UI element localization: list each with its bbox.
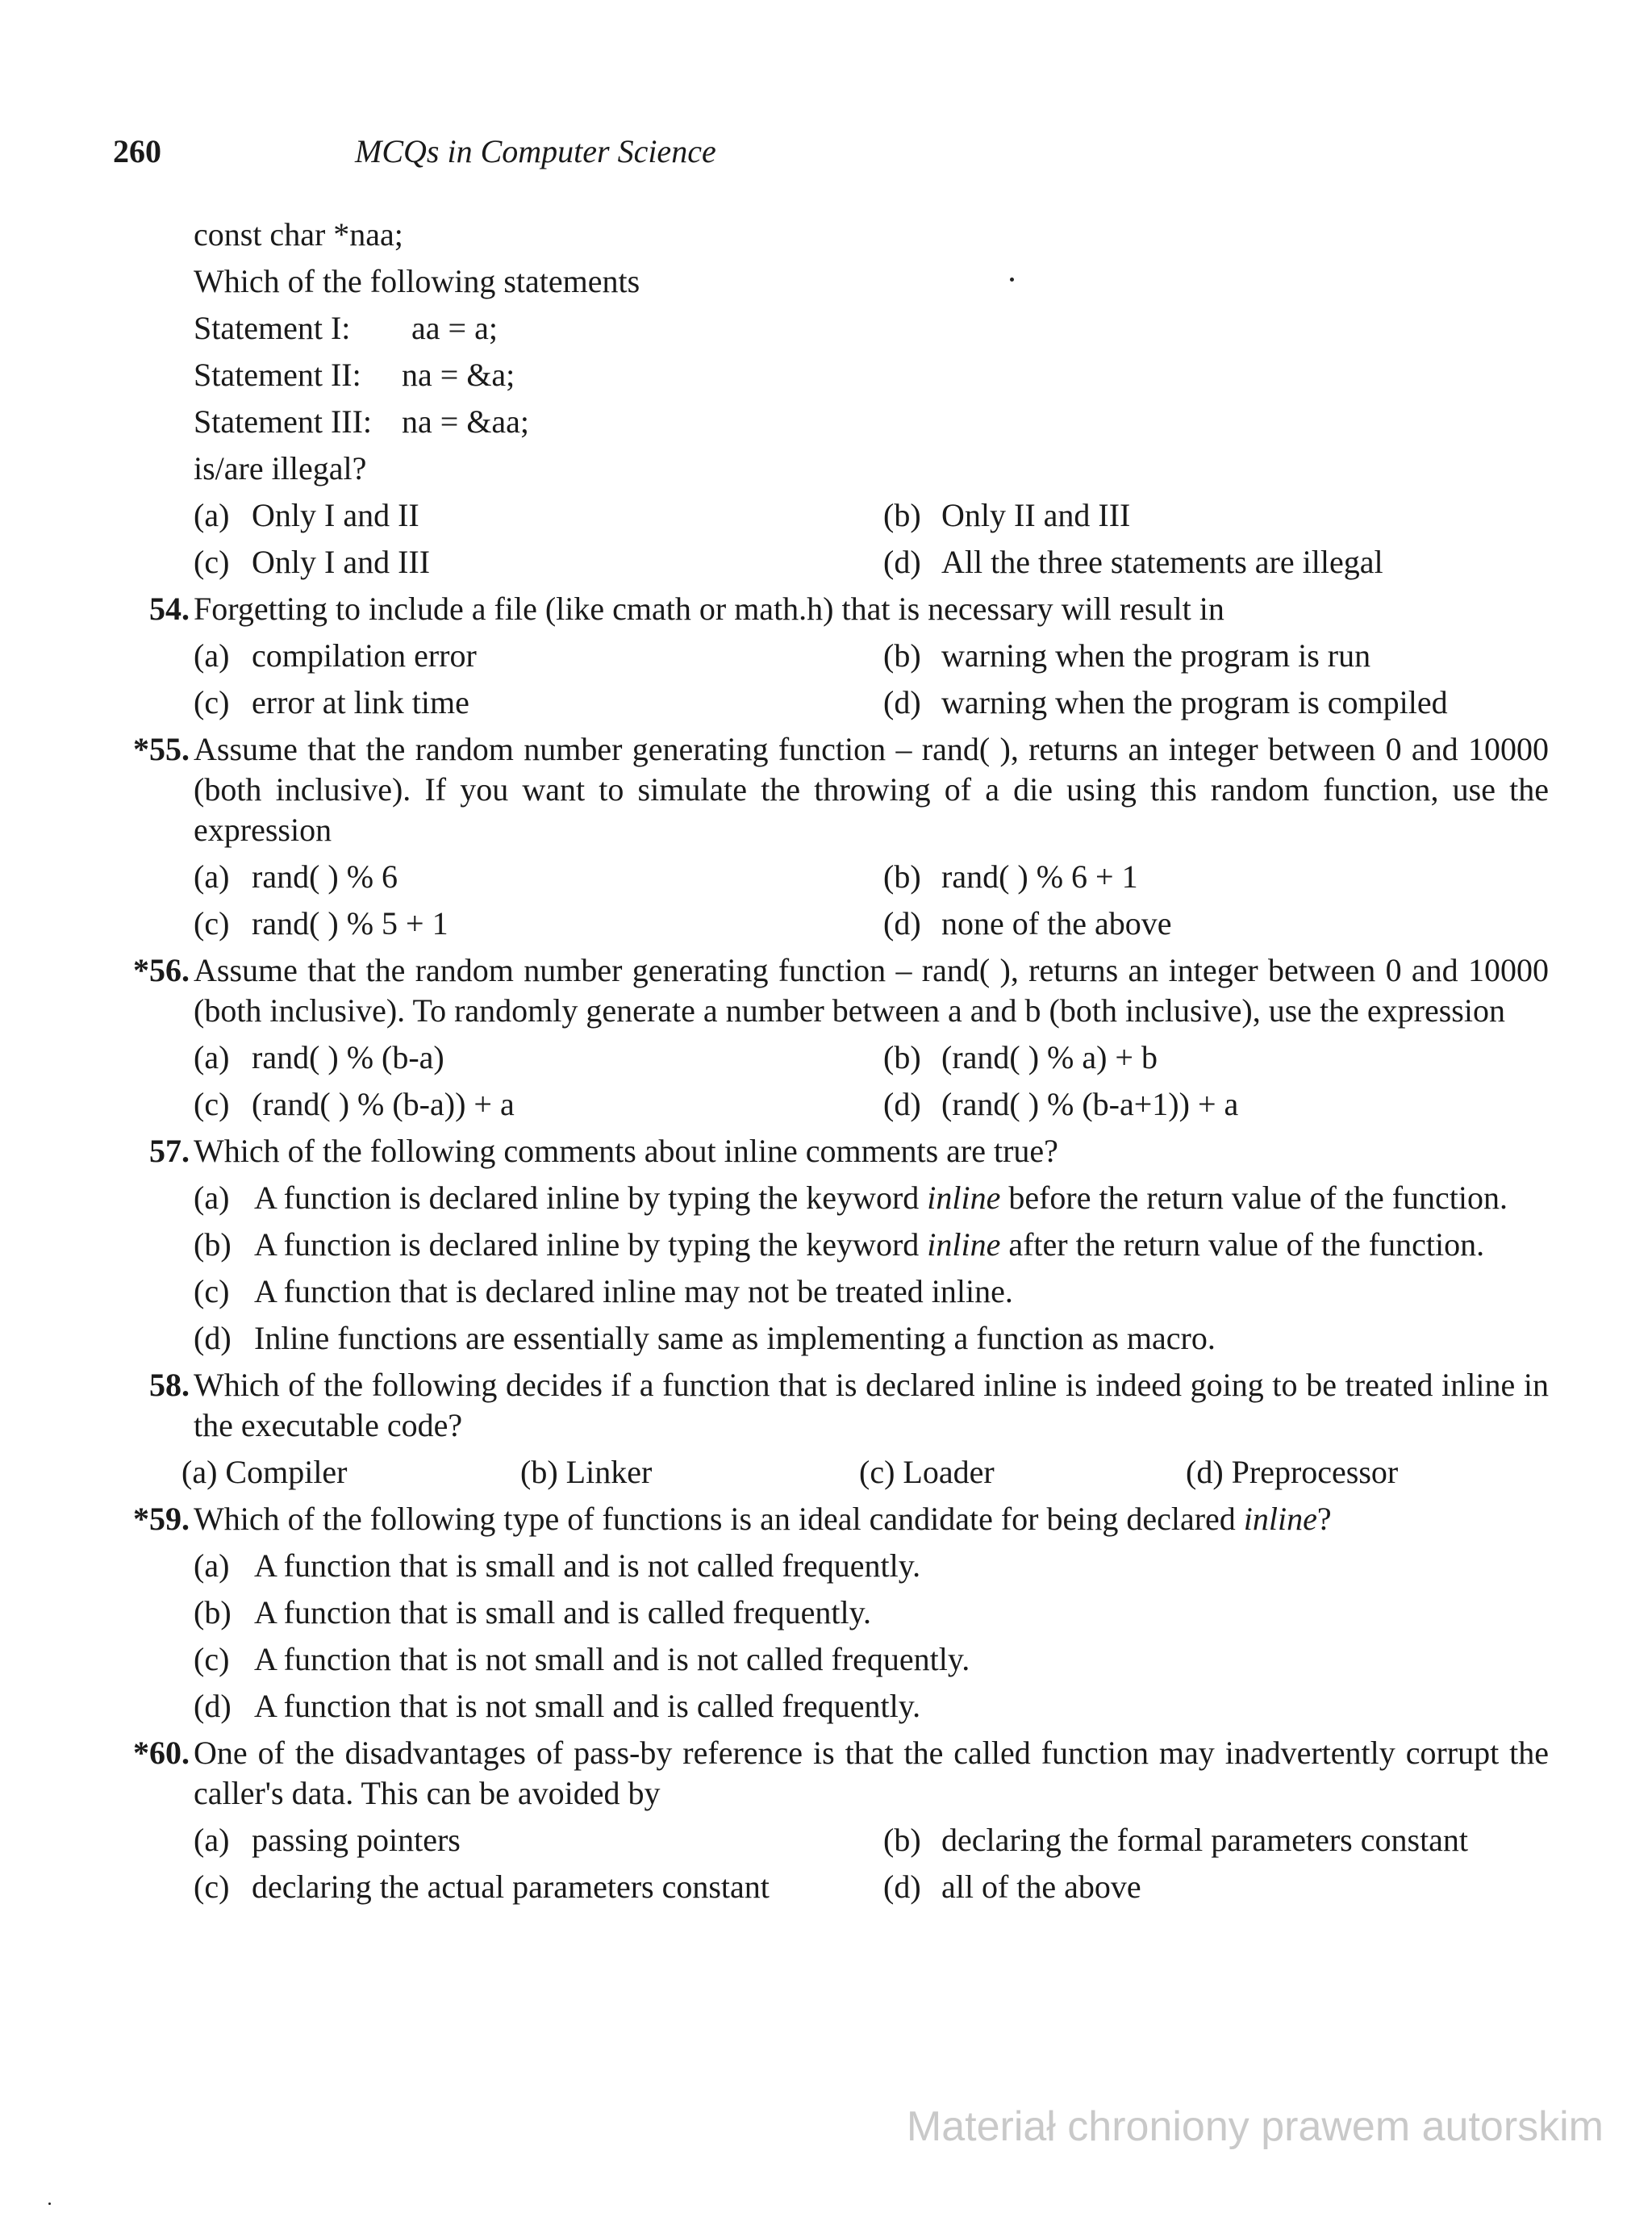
option-text: A function that is small and is called frequently. [254, 1594, 871, 1630]
statement-code: na = &a; [402, 357, 515, 393]
option-c [194, 900, 883, 947]
option-a [194, 633, 883, 679]
option-text-start: A function is declared inline by typing the keyword [254, 1226, 928, 1263]
option-d [883, 900, 1549, 947]
q55-options-row [113, 900, 1549, 947]
question-58 [113, 1362, 1549, 1449]
option-text: A function that is declared inline may not be treated inline. [254, 1273, 1013, 1309]
option-label: (c) [194, 1273, 230, 1309]
option-c [113, 1268, 1549, 1315]
option-label: (a) [194, 1547, 230, 1584]
option-b [520, 1449, 859, 1496]
option-label: (b) [520, 1454, 558, 1490]
question-number: *55. [133, 731, 190, 767]
option-text-end: before the return value of the function. [1000, 1180, 1508, 1216]
option-d [883, 679, 1549, 726]
option-text: (rand( ) % (b-a+1)) + a [941, 1086, 1239, 1122]
option-text: All the three statements are illegal [941, 544, 1383, 580]
option-d [113, 1315, 1549, 1362]
q55-options-row [113, 854, 1549, 900]
option-text: Linker [565, 1454, 653, 1490]
statement-code: aa = a; [411, 310, 498, 346]
q53-code-line: const char *naa; [194, 216, 403, 253]
option-label: (d) [883, 1086, 921, 1122]
option-label: (d) [1186, 1454, 1224, 1490]
copyright-watermark: Materiał chroniony prawem autorskim [906, 2103, 1604, 2150]
q53-options-row [113, 492, 1549, 539]
question-59 [113, 1496, 1549, 1543]
option-label: (c) [194, 684, 230, 720]
question-56 [113, 947, 1549, 1034]
question-number: *56. [133, 952, 190, 988]
option-c [194, 1081, 883, 1128]
question-number: 58. [149, 1367, 190, 1403]
option-text: error at link time [252, 684, 469, 720]
option-a [194, 1034, 883, 1081]
option-label: (a) [194, 637, 230, 674]
option-text: warning when the program is run [941, 637, 1371, 674]
option-c [194, 1864, 883, 1910]
option-d [113, 1683, 1549, 1730]
question-text: Assume that the random number generating function – rand( ), returns an integer between 0 and 10000 (both inclusive). To randomly generate a number between a and b (both inclusive), use the expression [194, 952, 1549, 1029]
page-number: 260 [113, 133, 161, 169]
option-label: (c) [194, 905, 230, 942]
option-keyword: inline [927, 1180, 1001, 1216]
option-label: (d) [883, 684, 921, 720]
option-label: (a) [181, 1454, 218, 1490]
q58-options-row [113, 1449, 1549, 1496]
statement-label: Statement I: [194, 310, 351, 346]
question-text: Which of the following decides if a function that is declared inline is indeed going to be treated inline in the executable code? [194, 1367, 1549, 1443]
option-text: all of the above [941, 1868, 1141, 1905]
option-b [883, 854, 1549, 900]
option-text-end: after the return value of the function. [1000, 1226, 1485, 1263]
option-label: (c) [194, 1641, 230, 1677]
option-c [113, 1636, 1549, 1683]
option-text: A function that is small and is not called frequently. [254, 1547, 921, 1584]
option-text: none of the above [941, 905, 1172, 942]
option-a [194, 854, 883, 900]
question-text: Forgetting to include a file (like cmath or math.h) that is necessary will result in [194, 591, 1224, 627]
option-label: (a) [194, 1180, 230, 1216]
q53-statement-1 [113, 305, 1549, 352]
option-c [194, 539, 883, 586]
option-label: (a) [194, 1822, 230, 1858]
option-d [883, 539, 1549, 586]
option-label: (c) [194, 1086, 230, 1122]
question-text: Which of the following comments about inline comments are true? [194, 1133, 1058, 1169]
statement-label: Statement III: [194, 403, 373, 440]
question-number: 54. [149, 591, 190, 627]
q53-statement-2 [113, 352, 1549, 399]
q56-options-row [113, 1081, 1549, 1128]
option-label: (a) [194, 858, 230, 895]
running-title: MCQs in Computer Science [355, 133, 716, 169]
option-keyword: inline [927, 1226, 1001, 1263]
option-label: (c) [194, 544, 230, 580]
option-a [181, 1449, 520, 1496]
question-57 [113, 1128, 1549, 1175]
scan-speck [1010, 278, 1014, 282]
question-text: Assume that the random number generating function – rand( ), returns an integer between 0 and 10000 (both inclusive). If you want to simulate the throwing of a die using this random function, use the expression [194, 731, 1549, 848]
option-b [883, 1817, 1549, 1864]
option-label: (b) [194, 1594, 232, 1630]
option-a [113, 1175, 1549, 1221]
option-d [1186, 1449, 1549, 1496]
q60-options-row [113, 1817, 1549, 1864]
option-b [113, 1221, 1549, 1268]
option-label: (a) [194, 497, 230, 533]
option-text: Only II and III [941, 497, 1131, 533]
q53-options-row [113, 539, 1549, 586]
option-b [113, 1589, 1549, 1636]
option-text: (rand( ) % a) + b [941, 1039, 1158, 1075]
option-text: rand( ) % 6 [252, 858, 398, 895]
option-text: Only I and III [252, 544, 431, 580]
option-label: (b) [883, 497, 921, 533]
option-label: (b) [883, 1822, 921, 1858]
option-label: (b) [883, 637, 921, 674]
option-label: (d) [194, 1688, 232, 1724]
option-text: compilation error [252, 637, 477, 674]
option-text: Loader [903, 1454, 995, 1490]
question-number: *59. [133, 1501, 190, 1537]
option-text: A function that is not small and is not called frequently. [254, 1641, 970, 1677]
option-label: (b) [883, 858, 921, 895]
option-text: rand( ) % 6 + 1 [941, 858, 1138, 895]
option-d [883, 1864, 1549, 1910]
q56-options-row [113, 1034, 1549, 1081]
option-text: declaring the formal parameters constant [941, 1822, 1469, 1858]
question-text-start: Which of the following type of functions is an ideal candidate for being declared [194, 1501, 1244, 1537]
statement-label: Statement II: [194, 357, 361, 393]
option-label: (d) [883, 905, 921, 942]
option-b [883, 1034, 1549, 1081]
option-text: (rand( ) % (b-a)) + a [252, 1086, 515, 1122]
question-54 [113, 586, 1549, 633]
q53-text-line: is/are illegal? [194, 450, 367, 486]
option-d [883, 1081, 1549, 1128]
page-header [113, 132, 716, 171]
option-label: (d) [883, 1868, 921, 1905]
question-number: 57. [149, 1133, 190, 1169]
option-label: (b) [194, 1226, 232, 1263]
question-keyword: inline [1243, 1501, 1317, 1537]
option-a [194, 492, 883, 539]
q53-text-line: Which of the following statements [194, 263, 640, 299]
option-label: (c) [859, 1454, 895, 1490]
option-text: warning when the program is compiled [941, 684, 1448, 720]
q53-statement-3 [113, 399, 1549, 445]
option-text: Preprocessor [1231, 1454, 1399, 1490]
option-a [113, 1543, 1549, 1589]
option-text: Inline functions are essentially same as implementing a function as macro. [254, 1320, 1216, 1356]
option-text-start: A function is declared inline by typing the keyword [254, 1180, 928, 1216]
option-a [194, 1817, 883, 1864]
option-text: A function that is not small and is called frequently. [254, 1688, 921, 1724]
question-text: One of the disadvantages of pass-by reference is that the called function may inadvertently corrupt the caller's data. This can be avoided by [194, 1735, 1549, 1811]
question-text-end: ? [1316, 1501, 1332, 1537]
option-label: (b) [883, 1039, 921, 1075]
option-b [883, 492, 1549, 539]
question-text [113, 1496, 1549, 1543]
q60-options-row [113, 1864, 1549, 1910]
question-number: *60. [133, 1735, 190, 1771]
statement-code: na = &aa; [402, 403, 530, 440]
option-text: rand( ) % 5 + 1 [252, 905, 448, 942]
option-label: (a) [194, 1039, 230, 1075]
q54-options-row [113, 679, 1549, 726]
option-c [194, 679, 883, 726]
option-text: declaring the actual parameters constant [252, 1868, 770, 1905]
option-text: passing pointers [252, 1822, 461, 1858]
scan-speck [48, 2203, 51, 2205]
page-content [113, 211, 1549, 1910]
option-label: (d) [883, 544, 921, 580]
option-c [859, 1449, 1186, 1496]
q54-options-row [113, 633, 1549, 679]
option-text: rand( ) % (b-a) [252, 1039, 444, 1075]
option-label: (d) [194, 1320, 232, 1356]
option-text: Only I and II [252, 497, 419, 533]
option-b [883, 633, 1549, 679]
question-60 [113, 1730, 1549, 1817]
question-55 [113, 726, 1549, 854]
option-label: (c) [194, 1868, 230, 1905]
option-text: Compiler [225, 1454, 348, 1490]
